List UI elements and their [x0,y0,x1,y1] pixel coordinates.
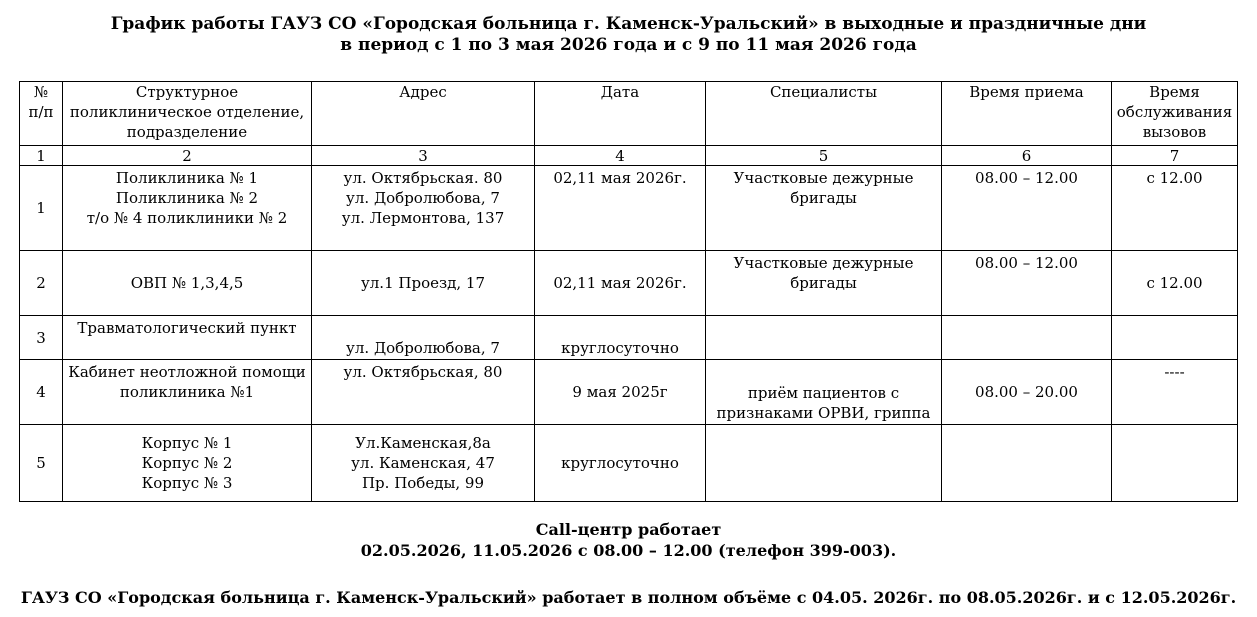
header-number: № п/п [20,82,63,146]
table-row [20,251,1238,316]
row-department: ОВП № 1,3,4,5 [63,251,312,316]
row-specialists: Участковые дежурные бригады [706,166,942,251]
column-number: 1 [20,146,63,166]
schedule-table [19,81,1238,502]
row-department: Кабинет неотложной помощи поликлиника №1 [63,360,312,425]
table-row [20,360,1238,425]
column-number: 3 [312,146,535,166]
row-department: Корпус № 1 Корпус № 2 Корпус № 3 [63,425,312,502]
header-date: Дата [535,82,706,146]
header-reception-time: Время приема [942,82,1112,146]
row-reception-time: 08.00 – 20.00 [942,360,1112,425]
row-date: круглосуточно [535,425,706,502]
row-reception-time [942,316,1112,360]
row-department: Травматологический пункт [63,316,312,360]
row-number: 3 [20,316,63,360]
row-address: Ул.Каменская,8а ул. Каменская, 47 Пр. Победы, 99 [312,425,535,502]
row-date: 9 мая 2025г [535,360,706,425]
title-line-2: в период с 1 по 3 мая 2026 года и с 9 по 11 мая 2026 года [340,35,917,55]
row-address: ул. Октябрьская. 80 ул. Добролюбова, 7 ул. Лермонтова, 137 [312,166,535,251]
row-call-time: с 12.00 [1112,166,1238,251]
table-row [20,166,1238,251]
row-number: 5 [20,425,63,502]
row-specialists: приём пациентов с признаками ОРВИ, гриппа [706,360,942,425]
column-number: 6 [942,146,1112,166]
header-call-service-time: Время обслуживания вызовов [1112,82,1238,146]
header-specialists: Специалисты [706,82,942,146]
row-specialists [706,316,942,360]
row-specialists [706,425,942,502]
call-center-hours: 02.05.2026, 11.05.2026 с 08.00 – 12.00 (телефон 399-003). [360,541,897,560]
column-number: 2 [63,146,312,166]
row-date: круглосуточно [535,316,706,360]
row-call-time: с 12.00 [1112,251,1238,316]
row-specialists: Участковые дежурные бригады [706,251,942,316]
full-mode-notice: ГАУЗ СО «Городская больница г. Каменск-Уральский» работает в полном объёме с 04.05. 2026г. по 08.05.2026г. и с 12.05.2026г. [20,588,1237,607]
call-center-title: Call-центр работает [535,520,722,539]
row-call-time [1112,316,1238,360]
row-number: 1 [20,166,63,251]
column-number: 5 [706,146,942,166]
row-reception-time [942,425,1112,502]
column-number-row [20,146,1238,166]
row-date: 02,11 мая 2026г. [535,251,706,316]
call-center-notice [0,519,1257,561]
row-address: ул. Добролюбова, 7 [312,316,535,360]
row-address: ул. Октябрьская, 80 [312,360,535,425]
row-department: Поликлиника № 1 Поликлиника № 2 т/о № 4 поликлиники № 2 [63,166,312,251]
table-header-row [20,82,1238,146]
row-call-time [1112,425,1238,502]
page-title [0,14,1257,56]
title-line-1: График работы ГАУЗ СО «Городская больница г. Каменск-Уральский» в выходные и праздничные дни [110,14,1147,34]
table-row [20,316,1238,360]
table-row [20,425,1238,502]
row-reception-time: 08.00 – 12.00 [942,166,1112,251]
row-reception-time: 08.00 – 12.00 [942,251,1112,316]
row-call-time: ---- [1112,360,1238,425]
row-date: 02,11 мая 2026г. [535,166,706,251]
row-number: 4 [20,360,63,425]
header-address: Адрес [312,82,535,146]
column-number: 7 [1112,146,1238,166]
row-address: ул.1 Проезд, 17 [312,251,535,316]
header-department: Структурное поликлиническое отделение, подразделение [63,82,312,146]
column-number: 4 [535,146,706,166]
row-number: 2 [20,251,63,316]
